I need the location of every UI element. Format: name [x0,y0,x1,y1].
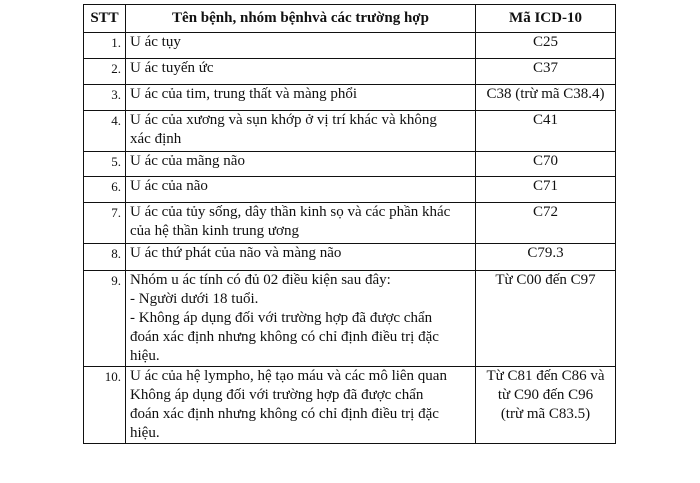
table-body [84,33,616,444]
icd-code: C25 [476,33,616,59]
table-row [84,152,616,177]
disease-name: U ác của xương và sụn khớp ở vị trí khác và không xác định [126,111,476,152]
table-row [84,367,616,444]
disease-name: U ác tuyến ức [126,59,476,85]
icd-code: C71 [476,177,616,203]
icd-code: C37 [476,59,616,85]
row-number: 2. [84,59,126,85]
disease-name: U ác tụy [126,33,476,59]
icd-code: Từ C81 đến C86 và từ C90 đến C96 (trừ mã C83.5) [476,367,616,444]
disease-name: U ác của hệ lympho, hệ tạo máu và các mô liên quan Không áp dụng đối với trường hợp đã được chẩn đoán xác định nhưng không có chỉ định điều trị đặc hiệu. [126,367,476,444]
row-number: 6. [84,177,126,203]
row-number: 3. [84,85,126,111]
icd-code: C41 [476,111,616,152]
icd-code: Từ C00 đến C97 [476,271,616,367]
disease-name: U ác của tủy sống, dây thần kinh sọ và các phần khác của hệ thần kinh trung ương [126,203,476,244]
disease-name: U ác thứ phát của não và màng não [126,244,476,271]
row-number: 9. [84,271,126,367]
header-stt: STT [84,5,126,33]
disease-name: U ác của mãng não [126,152,476,177]
header-icd-code: Mã ICD-10 [476,5,616,33]
row-number: 7. [84,203,126,244]
header-disease-name: Tên bệnh, nhóm bệnhvà các trường hợp [126,5,476,33]
table-row [84,33,616,59]
disease-name: U ác của tim, trung thất và màng phổi [126,85,476,111]
disease-name: U ác của não [126,177,476,203]
icd-table [83,4,616,444]
table-row [84,111,616,152]
icd-code: C79.3 [476,244,616,271]
row-number: 4. [84,111,126,152]
header-row [84,5,616,33]
row-number: 1. [84,33,126,59]
icd-code: C38 (trừ mã C38.4) [476,85,616,111]
table-row [84,177,616,203]
table-header [84,5,616,33]
icd-code: C70 [476,152,616,177]
row-number: 5. [84,152,126,177]
table-row [84,59,616,85]
disease-name: Nhóm u ác tính có đủ 02 điều kiện sau đây: - Người dưới 18 tuổi. - Không áp dụng đối với trường hợp đã được chẩn đoán xác định nhưng không có chỉ định điều trị đặc hiệu. [126,271,476,367]
table-row [84,244,616,271]
table-row [84,271,616,367]
table-row [84,203,616,244]
icd-code: C72 [476,203,616,244]
row-number: 8. [84,244,126,271]
row-number: 10. [84,367,126,444]
table-row [84,85,616,111]
